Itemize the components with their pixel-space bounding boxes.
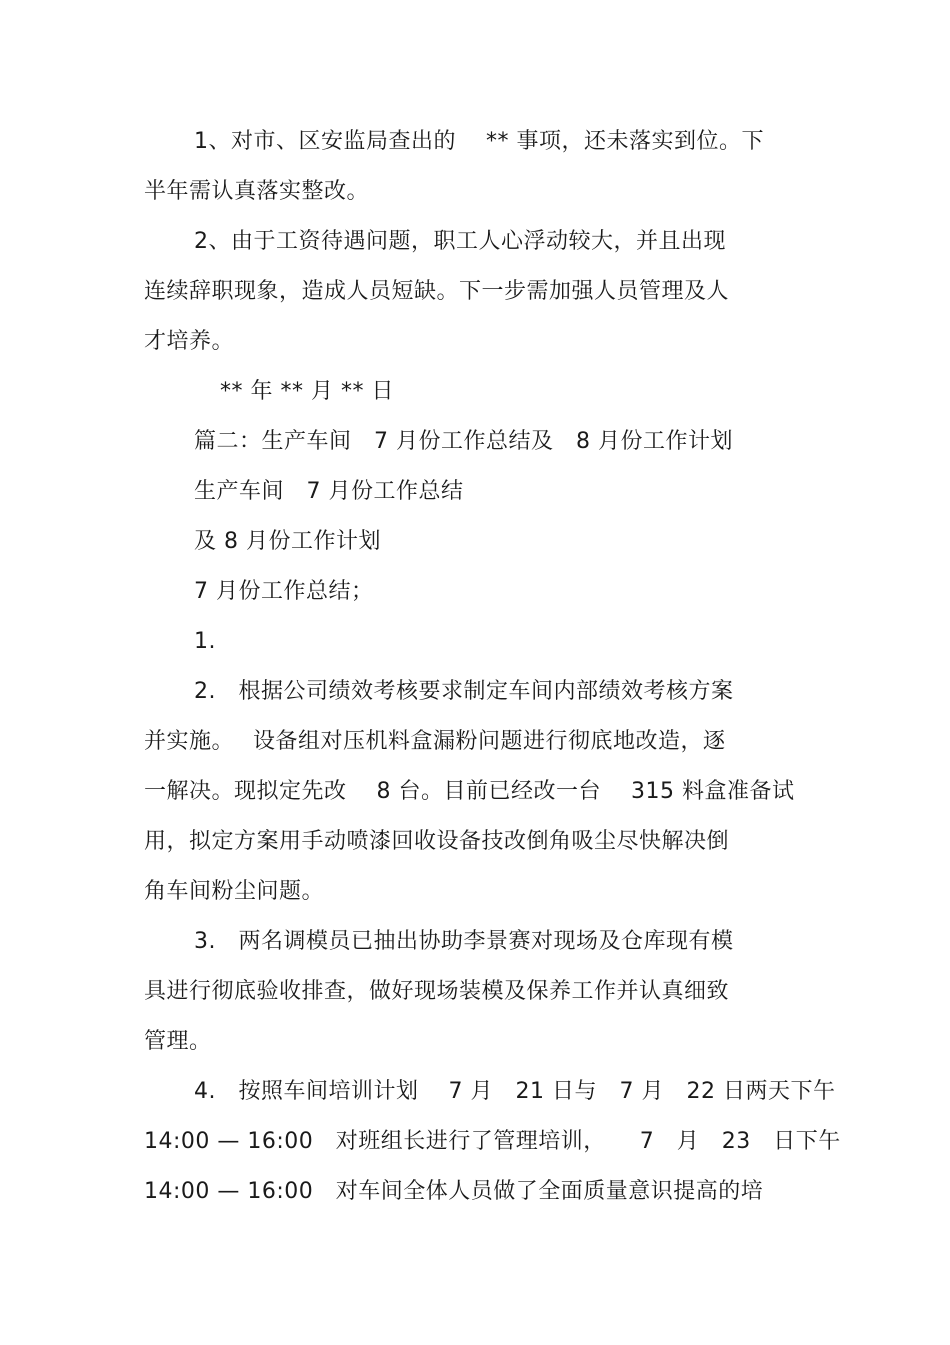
- date-line: ** 年 ** 月 ** 日: [220, 379, 394, 404]
- item-2-line-4: 用，拟定方案用手动喷漆回收设备技改倒角吸尘尽快解决倒: [144, 829, 730, 854]
- item-3-line-3: 管理。: [144, 1029, 212, 1054]
- item-4-line-2: 14:00 — 16:00 对班组长进行了管理培训， 7 月 23 日下午: [144, 1129, 841, 1154]
- section-title: 篇二：生产车间 7 月份工作总结及 8 月份工作计划: [194, 429, 733, 454]
- item-1: 1.: [194, 629, 216, 654]
- paragraph-2-line-1: 2、由于工资待遇问题，职工人心浮动较大，并且出现: [194, 229, 726, 254]
- subtitle-line-2: 及 8 月份工作计划: [194, 529, 381, 554]
- paragraph-2-line-3: 才培养。: [144, 329, 235, 354]
- item-3-line-1: 3. 两名调模员已抽出协助李景赛对现场及仓库现有模: [194, 929, 734, 954]
- item-4-line-1: 4. 按照车间培训计划 7 月 21 日与 7 月 22 日两天下午: [194, 1079, 836, 1104]
- item-3-line-2: 具进行彻底验收排查，做好现场装模及保养工作并认真细致: [144, 979, 730, 1004]
- item-2-line-3: 一解决。现拟定先改 8 台。目前已经改一台 315 料盒准备试: [144, 779, 795, 804]
- paragraph-2-line-2: 连续辞职现象，造成人员短缺。下一步需加强人员管理及人: [144, 279, 730, 304]
- item-4-line-3: 14:00 — 16:00 对车间全体人员做了全面质量意识提高的培: [144, 1179, 764, 1204]
- summary-heading: 7 月份工作总结；: [194, 579, 374, 604]
- item-2-line-5: 角车间粉尘问题。: [144, 879, 325, 904]
- item-2-line-2: 并实施。 设备组对压机料盒漏粉问题进行彻底地改造，逐: [144, 729, 726, 754]
- item-2-line-1: 2. 根据公司绩效考核要求制定车间内部绩效考核方案: [194, 679, 734, 704]
- paragraph-1-line-2: 半年需认真落实整改。: [144, 179, 370, 204]
- paragraph-1-line-1: 1、对市、区安监局查出的 ** 事项，还未落实到位。下: [194, 129, 764, 154]
- subtitle-line-1: 生产车间 7 月份工作总结: [194, 479, 464, 504]
